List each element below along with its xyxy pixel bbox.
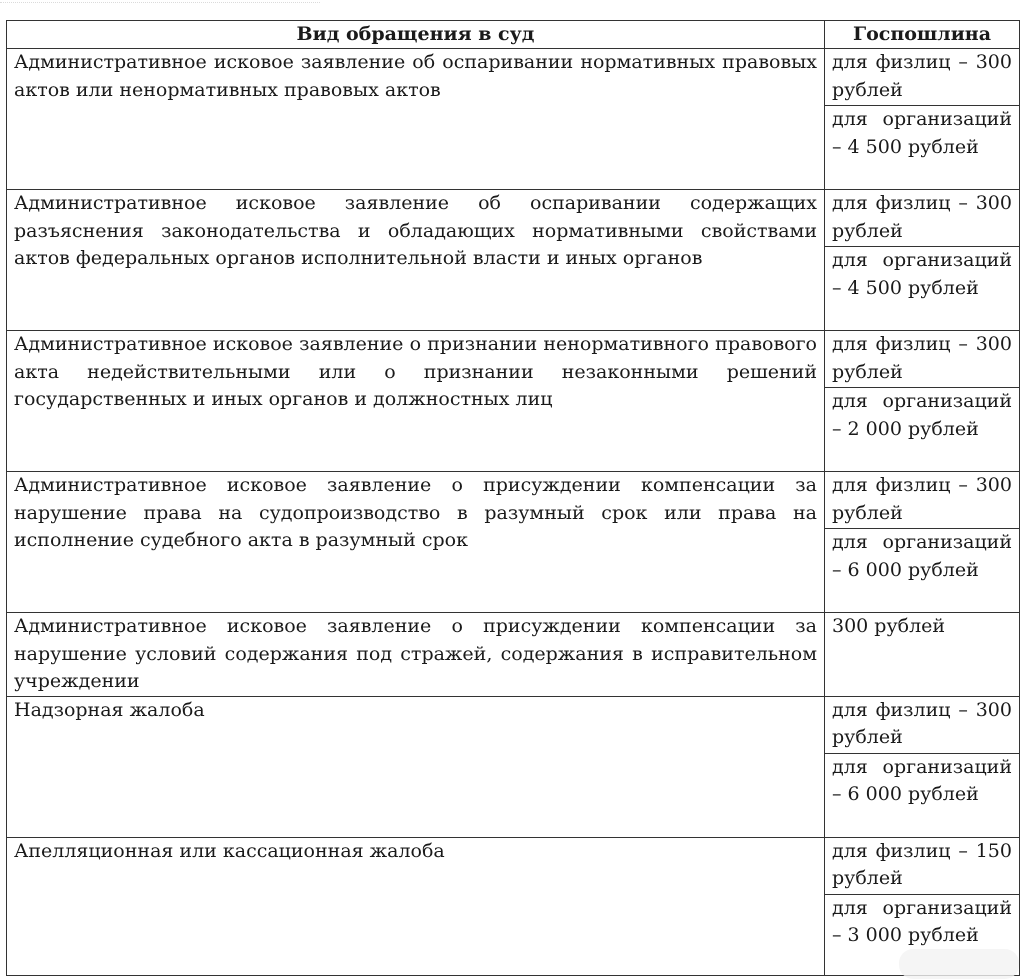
fee-cell: 300 рублей — [825, 613, 1020, 697]
fee-organizations-cell: для организаций – 6 000 рублей — [825, 753, 1020, 837]
appeal-type-cell: Административное исковое заявление о присуждении компенсации за нарушение условий содержания под стражей, содержания в исправительном учреждении — [7, 613, 825, 697]
appeal-type-cell: Административное исковое заявление об оспаривании нормативных правовых актов или ненормативных правовых актов — [7, 49, 825, 190]
table-row — [7, 613, 1020, 697]
corner-overlay-badge — [899, 949, 1019, 979]
appeal-type-cell: Административное исковое заявление о признании ненормативного правового акта недействительными или о признании незаконными решений государственных и иных органов и должностных лиц — [7, 331, 825, 472]
fee-organizations-cell: для организаций – 4 500 рублей — [825, 106, 1020, 190]
fee-organizations-cell: для организаций – 3 000 рублей — [825, 894, 1020, 975]
appeal-type-cell: Административное исковое заявление об оспаривании содержащих разъяснения законодательства и обладающих нормативными свойствами актов федеральных органов исполнительной власти и иных органов — [7, 190, 825, 331]
appeal-type-cell: Надзорная жалоба — [7, 696, 825, 837]
fee-individuals-cell: для физлиц – 300 рублей — [825, 190, 1020, 247]
table-row — [7, 331, 1020, 388]
header-state-fee: Госпошлина — [825, 21, 1020, 49]
fee-individuals-cell: для физлиц – 300 рублей — [825, 696, 1020, 753]
fee-individuals-cell: для физлиц – 300 рублей — [825, 49, 1020, 106]
fee-individuals-cell: для физлиц – 150 рублей — [825, 837, 1020, 894]
court-fees-table — [6, 20, 1020, 976]
table-row — [7, 190, 1020, 247]
fee-organizations-cell: для организаций – 6 000 рублей — [825, 529, 1020, 613]
table-row — [7, 472, 1020, 529]
table-row — [7, 696, 1020, 753]
table-header-row — [7, 21, 1020, 49]
header-appeal-type: Вид обращения в суд — [7, 21, 825, 49]
appeal-type-cell: Апелляционная или кассационная жалоба — [7, 837, 825, 975]
fee-organizations-cell: для организаций – 2 000 рублей — [825, 388, 1020, 472]
table-row — [7, 837, 1020, 894]
table-row — [7, 49, 1020, 106]
appeal-type-cell: Административное исковое заявление о присуждении компенсации за нарушение права на судопроизводство в разумный срок или права на исполнение судебного акта в разумный срок — [7, 472, 825, 613]
previous-text-fragment — [0, 0, 320, 3]
fee-organizations-cell: для организаций – 4 500 рублей — [825, 247, 1020, 331]
fee-individuals-cell: для физлиц – 300 рублей — [825, 472, 1020, 529]
fee-individuals-cell: для физлиц – 300 рублей — [825, 331, 1020, 388]
